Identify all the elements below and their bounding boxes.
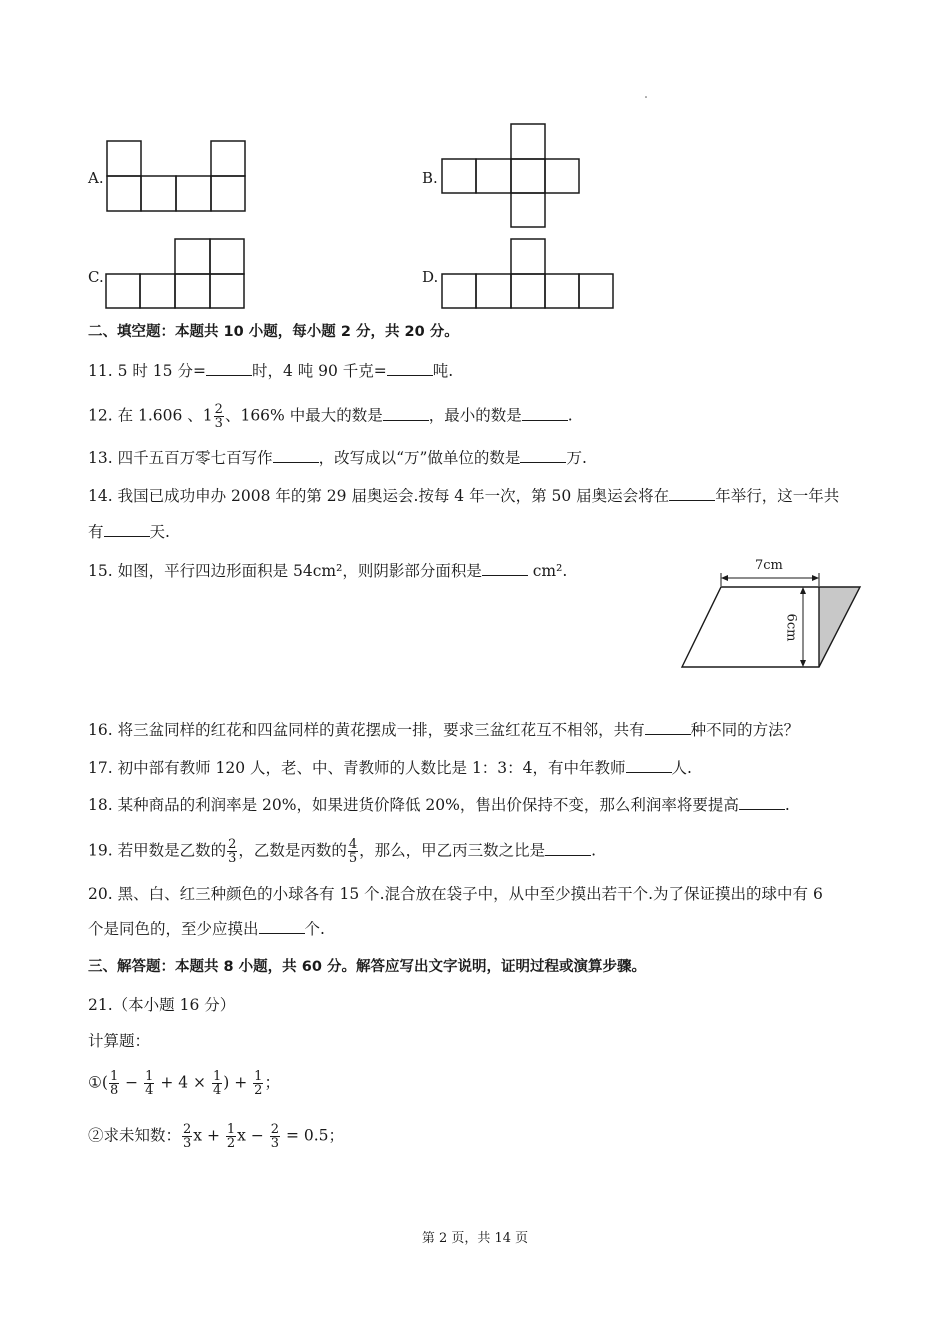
option-b-label: B. [422, 169, 438, 187]
question-19: 19. 若甲数是乙数的 $\frac{2}{3}$ ，乙数是丙数的 $\frac{4}{5}$ ，那么，甲乙丙三数之比是 . [88, 837, 597, 866]
figure-height-label: 6cm [783, 613, 799, 642]
option-a-label: A. [88, 169, 104, 187]
question-11: 11. 5 时 15 分= 时，4 吨 90 千克= 吨. [88, 362, 454, 380]
question-17: 17. 初中部有教师 120 人，老、中、青教师的人数比是 1：3：4，有中年教师 人. [88, 759, 692, 777]
figure-width-label: 7cm [755, 558, 783, 573]
option-d-label: D. [422, 268, 439, 286]
question-13: 13. 四千五百万零七百写作 ，改写成以“万”做单位的数是 万. [88, 449, 587, 467]
question-18: 18. 某种商品的利润率是 20%，如果进货价降低 20%，售出价保持不变，那么利润率将要提高 . [88, 796, 790, 814]
question-21-title: 21.（本小题 16 分） [88, 996, 236, 1014]
page-footer: 第 2 页，共 14 页 [421, 1231, 529, 1246]
option-c-label: C. [88, 268, 104, 286]
question-12: 12. 在 1.606 、1 $\frac{2}{3}$ 、166% 中最大的数是 ，最小的数是 . [88, 402, 573, 431]
section-3-heading: 三、解答题：本题共 8 小题，共 60 分。解答应写出文字说明，证明过程或演算步骤。 [88, 959, 646, 975]
question-16: 16. 将三盆同样的红花和四盆同样的黄花摆成一排，要求三盆红花互不相邻，共有 种不同的方法？ [88, 721, 800, 739]
section-2-heading: 二、填空题：本题共 10 小题，每小题 2 分，共 20 分。 [88, 324, 459, 340]
question-21-intro: 计算题： [88, 1032, 151, 1050]
question-15: 15. 如图，平行四边形面积是 54cm²，则阴影部分面积是 cm². [88, 562, 568, 580]
question-20-line-1: 20. 黑、白、红三种颜色的小球各有 15 个.混合放在袋子中，从中至少摸出若干个.为了保证摸出的球中有 6 [88, 885, 823, 903]
question-21-part-2: ②求未知数： $\frac{2}{3}$ x + $\frac{1}{2}$ x − $\frac{2}{3}$ = 0.5； [88, 1122, 345, 1151]
question-20-line-2: 个是同色的，至少应摸出 个. [88, 920, 325, 938]
question-14-line-1: 14. 我国已成功申办 2008 年的第 29 届奥运会.按每 4 年一次，第 50 届奥运会将在 年举行，这一年共 [88, 487, 840, 505]
question-21-part-1: ①( $\frac{1}{8}$ − $\frac{1}{4}$ + 4 × $\frac{1}{4}$ ) + $\frac{1}{2}$ ； [88, 1069, 280, 1098]
question-14-line-2: 有 天. [88, 523, 170, 541]
